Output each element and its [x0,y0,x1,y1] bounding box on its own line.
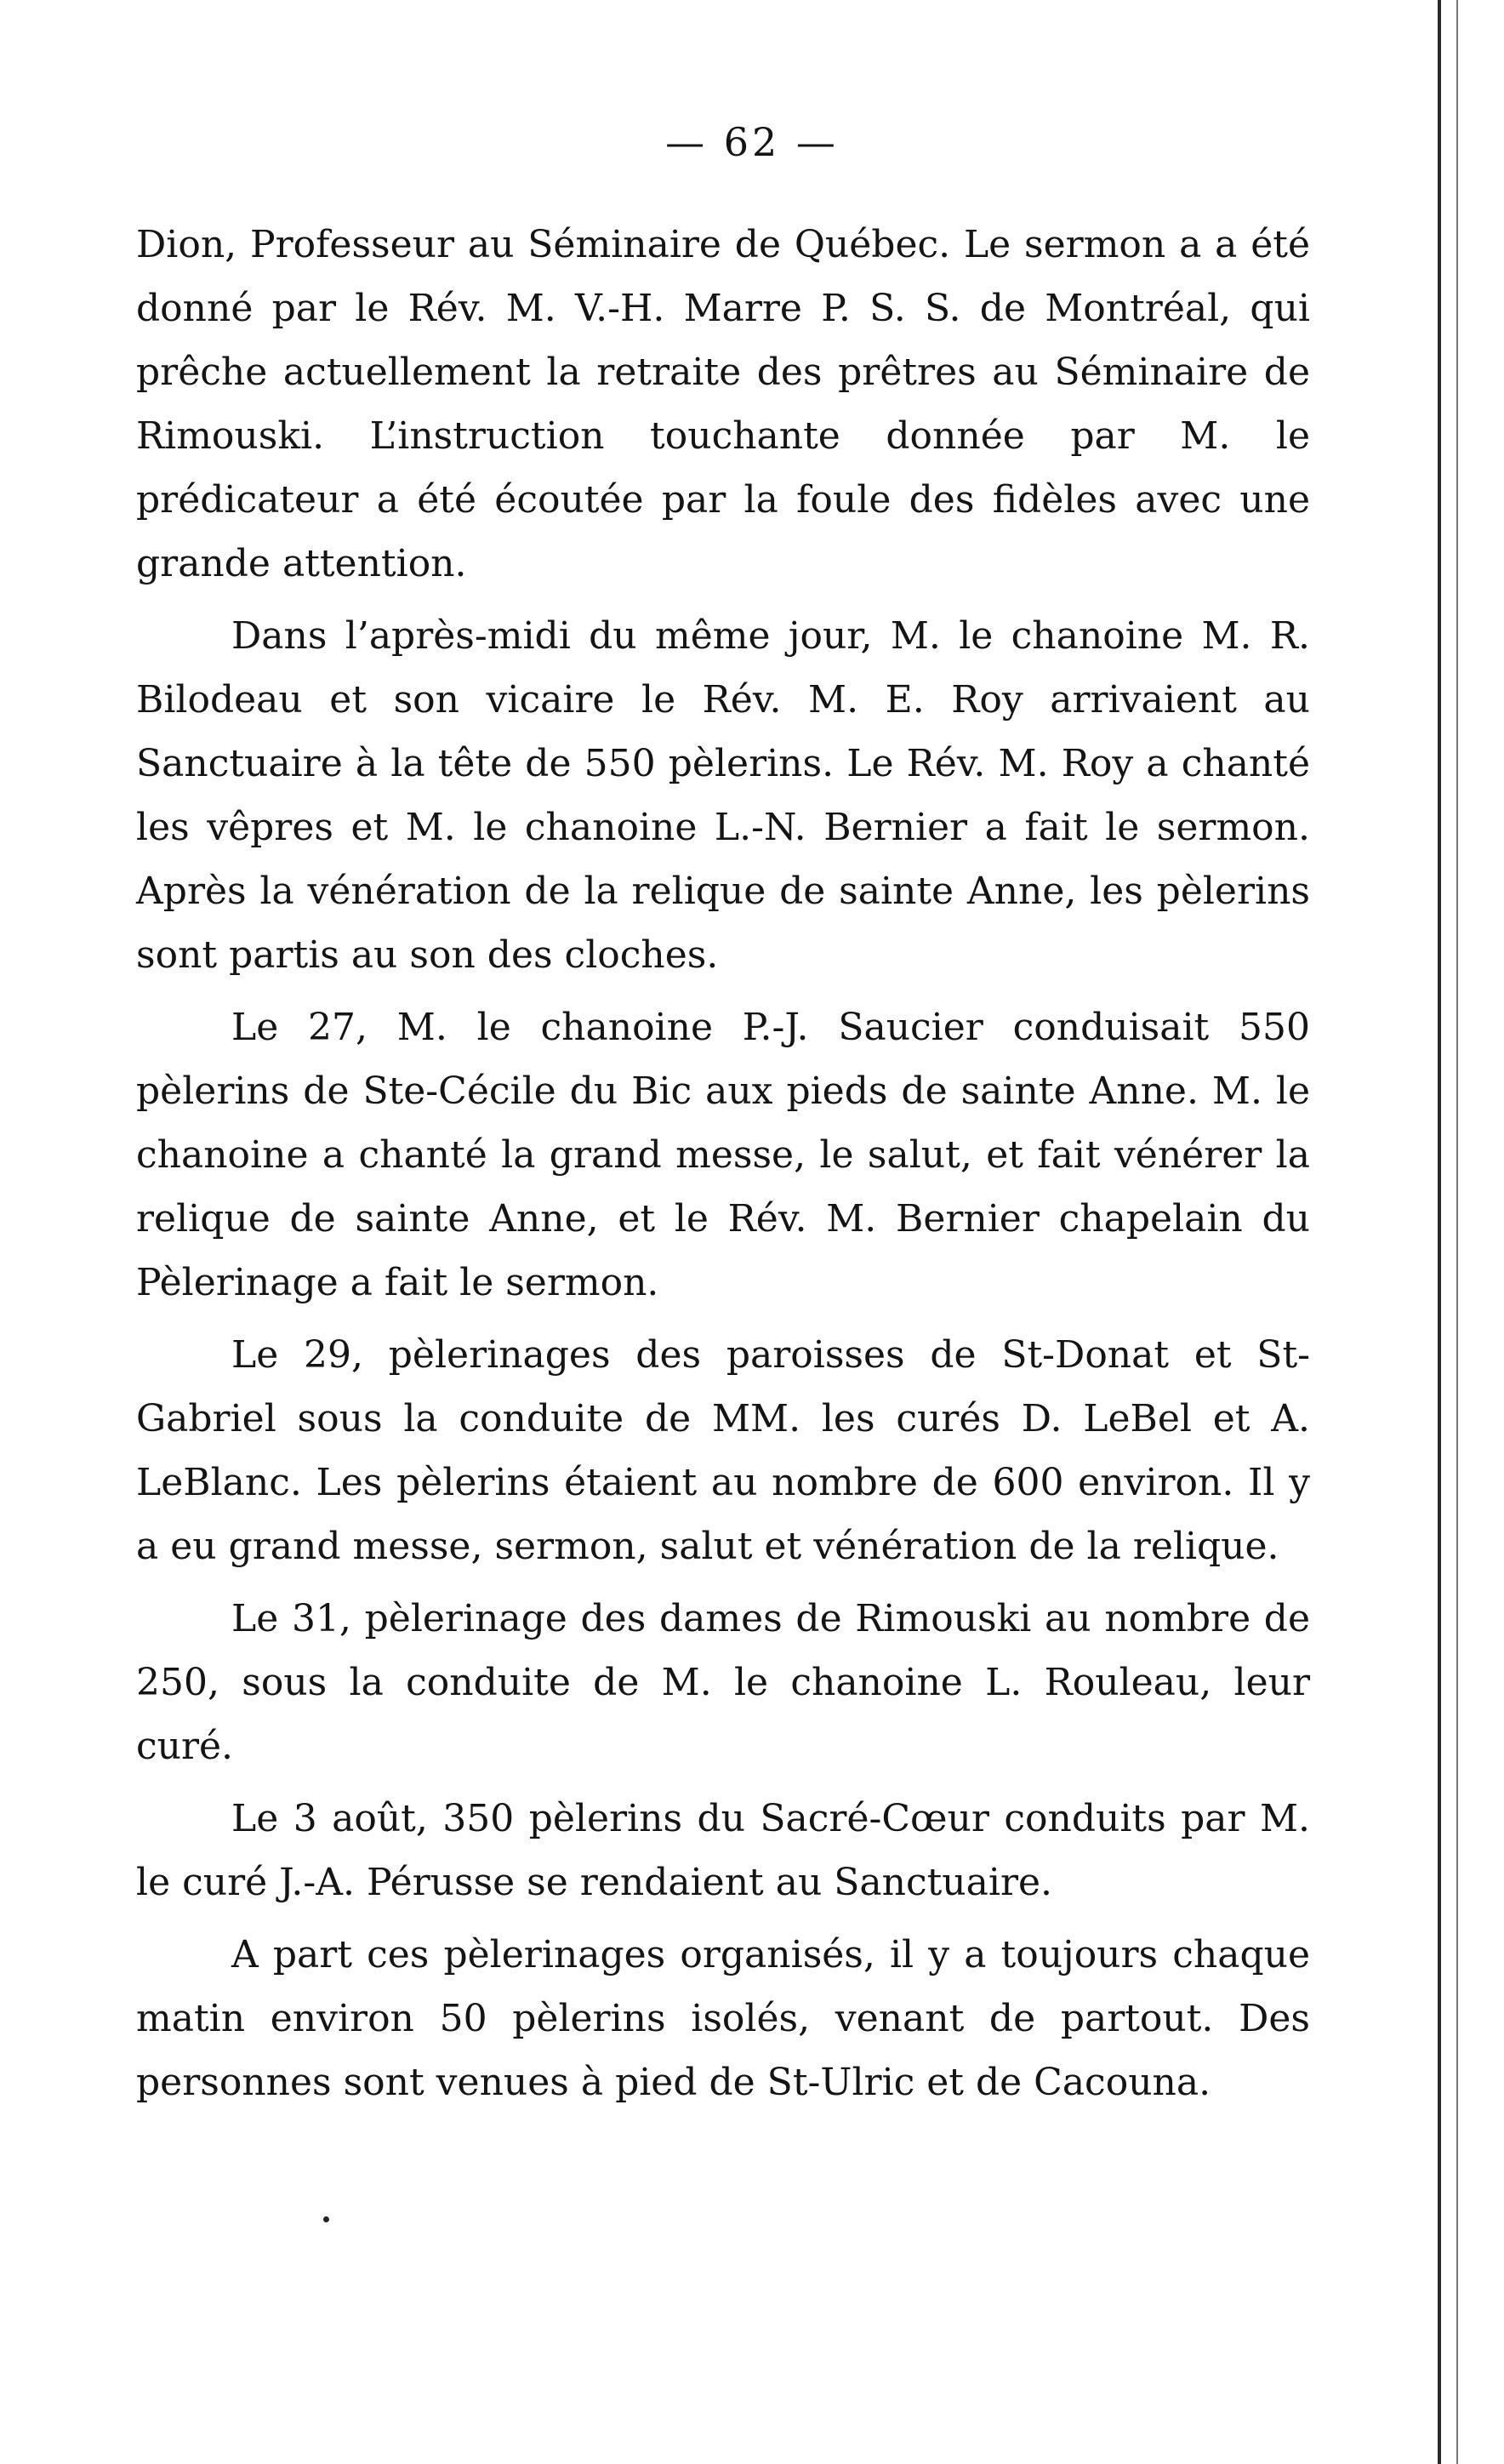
paragraph: Le 27, M. le chanoine P.-J. Saucier conduisait 550 pèlerins de Ste-Cécile du Bic aux pieds de sainte Anne. M. le chanoine a chanté la grand messe, le salut, et fait vénérer la relique de sainte Anne, et le Rév. M. Bernier chapelain du Pèlerinage a fait le sermon. [136,1006,1310,1304]
paragraph: A part ces pèlerinages organisés, il y a toujours chaque matin environ 50 pèlerins isolés, venant de partout. Des personnes sont venues à pied de St-Ulric et de Cacouna. [136,1933,1310,2104]
paragraph: Le 3 août, 350 pèlerins du Sacré-Cœur conduits par M. le curé J.-A. Pérusse se rendaient au Sanctuaire. [136,1797,1310,1904]
page-body [136,213,1310,2123]
scan-edge-secondary [1456,0,1458,2464]
scan-speck [323,2216,329,2222]
paragraph: Le 31, pèlerinage des dames de Rimouski au nombre de 250, sous la conduite de M. le chanoine L. Rouleau, leur curé. [136,1597,1310,1768]
paragraph: Dans l’après-midi du même jour, M. le chanoine M. R. Bilodeau et son vicaire le Rév. M. E. Roy arrivaient au Sanctuaire à la tête de 550 pèlerins. Le Rév. M. Roy a chanté les vêpres et M. le chanoine L.-N. Bernier a fait le sermon. Après la vénération de la relique de sainte Anne, les pèlerins sont partis au son des cloches. [136,614,1310,977]
paragraph-continuation: Dion, Professeur au Séminaire de Québec. Le sermon a a été donné par le Rév. M. V.-H. Marre P. S. S. de Montréal, qui prêche actuellement la retraite des prêtres au Séminaire de Rimouski. L’instruction touchante donnée par M. le prédicateur a été écoutée par la foule des fidèles avec une grande attention. [136,223,1310,585]
scan-edge [1438,0,1441,2464]
paragraph: Le 29, pèlerinages des paroisses de St-Donat et St-Gabriel sous la conduite de MM. les curés D. LeBel et A. LeBlanc. Les pèlerins étaient au nombre de 600 environ. Il y a eu grand messe, sermon, salut et vénération de la relique. [136,1333,1310,1568]
page-number: — 62 — [665,119,839,165]
